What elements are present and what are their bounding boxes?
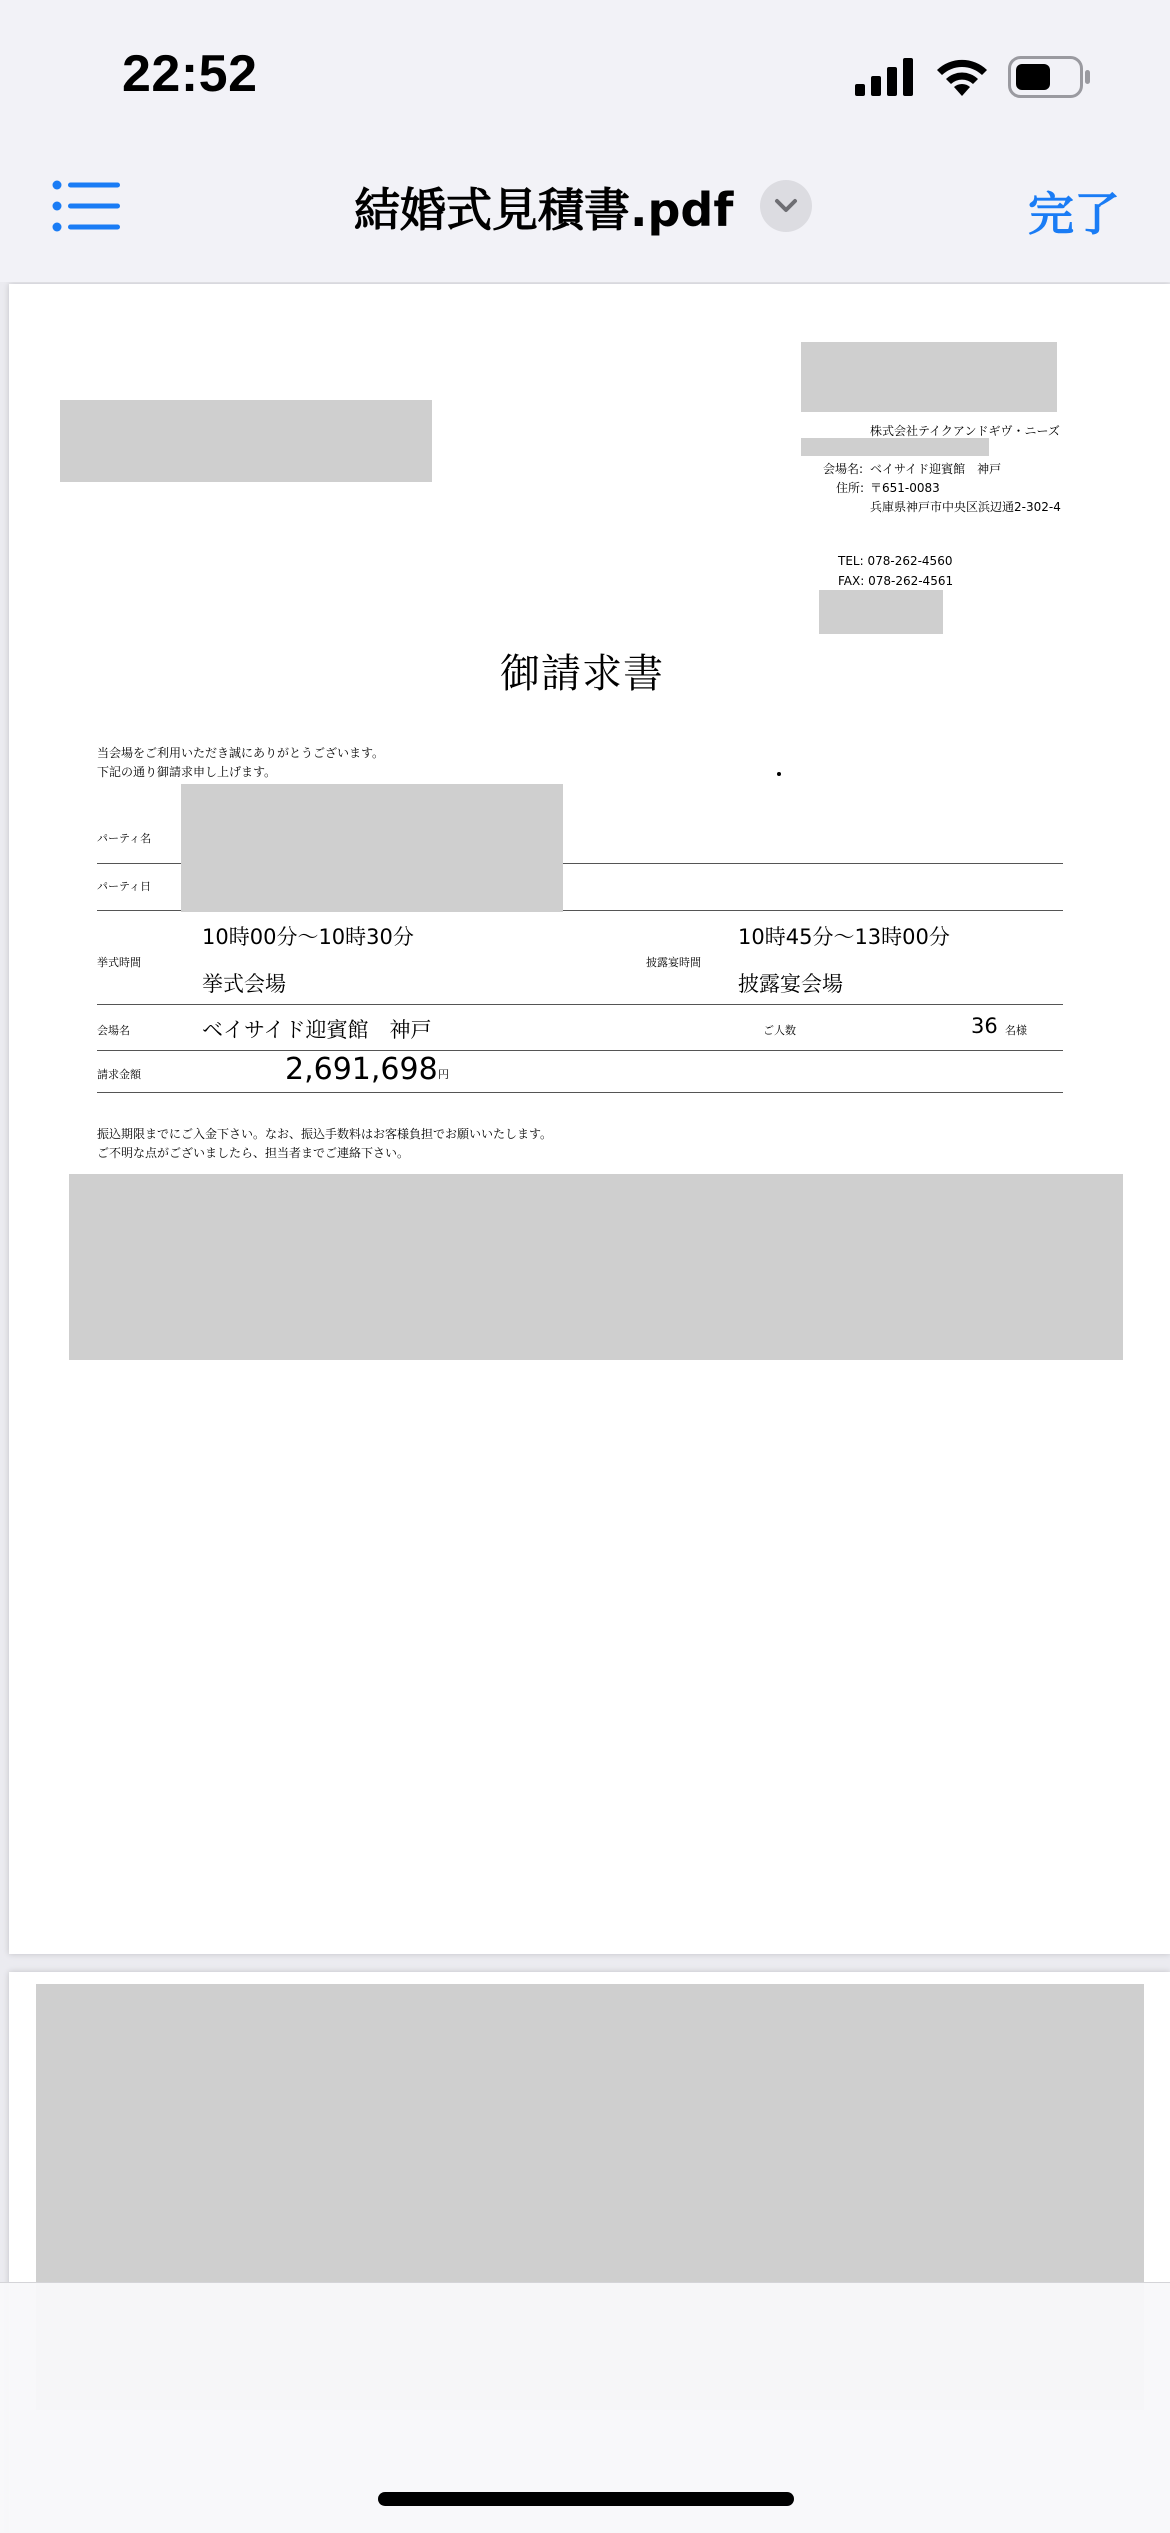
redacted-party-block bbox=[181, 784, 563, 912]
amount-value: 2,691,698 bbox=[285, 1052, 438, 1087]
postal-code: 〒651-0083 bbox=[870, 481, 940, 495]
ceremony-time: 10時00分～10時30分 bbox=[202, 925, 414, 949]
address-label: 住所: bbox=[836, 481, 865, 495]
hall-value: ベイサイド迎賓館 神戸 bbox=[202, 1018, 432, 1042]
invoice-heading: 御請求書 bbox=[500, 651, 664, 697]
party-name-label: パーティ名 bbox=[97, 832, 152, 845]
note-line-2: ご不明な点がございましたら、担当者までご連絡下さい。 bbox=[97, 1146, 410, 1160]
list-icon[interactable] bbox=[52, 180, 122, 232]
guests-label: ご人数 bbox=[763, 1024, 796, 1037]
ceremony-time-label: 挙式時間 bbox=[97, 956, 141, 969]
title-menu-button[interactable] bbox=[760, 180, 812, 232]
ceremony-venue: 挙式会場 bbox=[202, 972, 286, 996]
redacted-line-block bbox=[801, 438, 989, 456]
status-time: 22:52 bbox=[122, 45, 258, 103]
redacted-header-block bbox=[801, 342, 1057, 412]
chevron-down-icon bbox=[774, 196, 798, 216]
note-line-1: 振込期限までにご入金下さい。なお、振込手数料はお客様負担でお願いいたします。 bbox=[97, 1127, 553, 1141]
company-name: 株式会社テイクアンドギヴ・ニーズ bbox=[870, 424, 1060, 438]
reception-time: 10時45分～13時00分 bbox=[738, 925, 950, 949]
reception-time-label: 披露宴時間 bbox=[646, 956, 701, 969]
amount-unit: 円 bbox=[438, 1068, 449, 1081]
redacted-details-block bbox=[69, 1174, 1123, 1360]
address: 兵庫県神戸市中央区浜辺通2-302-4 bbox=[870, 500, 1061, 514]
fax: FAX: 078-262-4561 bbox=[838, 574, 954, 588]
redacted-logo-block bbox=[60, 400, 432, 482]
rule-amount bbox=[97, 1092, 1063, 1093]
battery-icon bbox=[1008, 56, 1092, 98]
rule-times bbox=[97, 1004, 1063, 1005]
status-bar bbox=[0, 0, 1170, 150]
intro-line-2: 下記の通り御請求申し上げます。 bbox=[97, 765, 277, 779]
pdf-page-1 bbox=[9, 284, 1170, 1954]
document-title[interactable]: 結婚式見積書.pdf bbox=[354, 183, 734, 237]
venue-label: 会場名: bbox=[823, 462, 864, 476]
pdf-viewer[interactable] bbox=[0, 282, 1170, 2532]
reception-venue: 披露宴会場 bbox=[738, 972, 843, 996]
tel: TEL: 078-262-4560 bbox=[838, 554, 953, 568]
party-date-label: パーティ日 bbox=[97, 880, 152, 893]
venue-value: ベイサイド迎賓館 神戸 bbox=[870, 462, 1002, 476]
done-button[interactable]: 完了 bbox=[1028, 178, 1120, 244]
guests-value: 36 bbox=[971, 1014, 998, 1038]
hall-label: 会場名 bbox=[97, 1024, 130, 1037]
amount-label: 請求金額 bbox=[97, 1068, 141, 1081]
guests-unit: 名様 bbox=[1005, 1024, 1027, 1037]
intro-line-1: 当会場をご利用いただき誠にありがとうございます。 bbox=[97, 746, 385, 760]
rule-hall bbox=[97, 1050, 1063, 1051]
home-indicator[interactable] bbox=[378, 2492, 794, 2506]
cellular-signal-icon bbox=[855, 58, 915, 96]
redacted-staff-block bbox=[819, 590, 943, 634]
dot-mark bbox=[777, 772, 781, 776]
wifi-icon bbox=[935, 56, 989, 96]
